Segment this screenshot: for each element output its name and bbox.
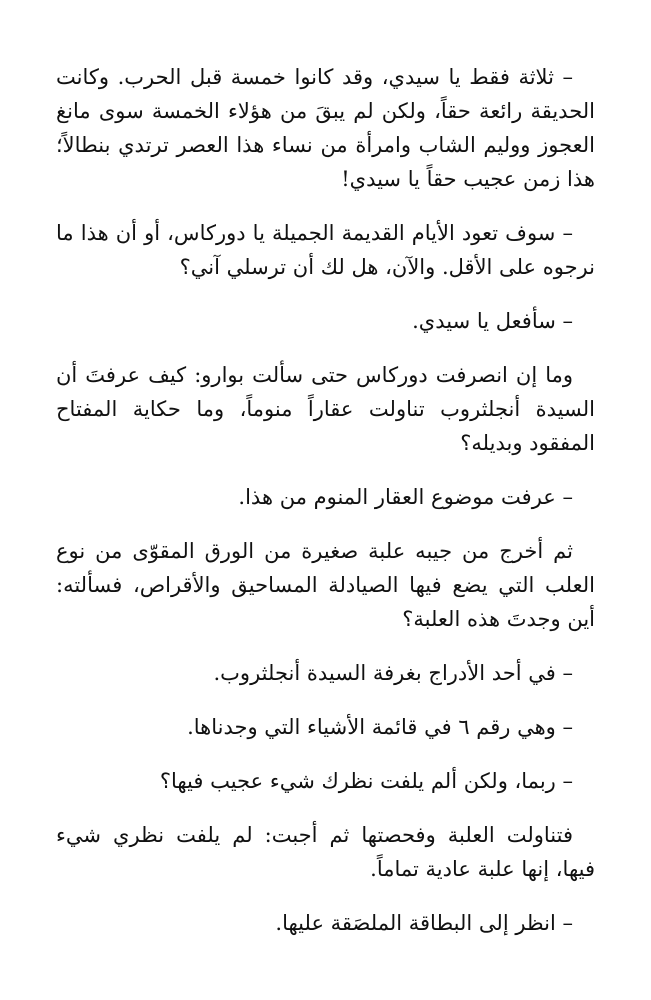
- paragraph-5: – عرفت موضوع العقار المنوم من هذا.: [238, 485, 573, 509]
- paragraph-4: وما إن انصرفت دوركاس حتى سألت بوارو: كيف عرفتَ أن السيدة أنجلثروب تناولت عقاراً منوماً، وما حكاية المفتاح المفقود وبديله؟: [56, 363, 595, 455]
- paragraph-7: – في أحد الأدراج بغرفة السيدة أنجلثروب.: [213, 661, 573, 685]
- paragraph-1: – ثلاثة فقط يا سيدي، وقد كانوا خمسة قبل الحرب. وكانت الحديقة رائعة حقاً، ولكن لم يبقَ من هؤلاء الخمسة سوى مانغ العجوز ووليم الشاب وامرأة من نساء هذا العصر ترتدي بنطالاً؛ هذا زمن عجيب حقاً يا سيدي!: [56, 65, 595, 191]
- paragraph-6: ثم أخرج من جيبه علبة صغيرة من الورق المقوّى من نوع العلب التي يضع فيها الصيادلة المساحيق والأقراص، فسألته: أين وجدتَ هذه العلبة؟: [56, 539, 595, 631]
- paragraph-3: – سأفعل يا سيدي.: [412, 309, 573, 333]
- paragraph-10: فتناولت العلبة وفحصتها ثم أجبت: لم يلفت نظري شيء فيها، إنها علبة عادية تماماً.: [56, 823, 595, 881]
- paragraph-9: – ربما، ولكن ألم يلفت نظرك شيء عجيب فيها؟: [159, 769, 573, 793]
- paragraph-8: – وهي رقم ٦ في قائمة الأشياء التي وجدناها.: [187, 715, 573, 739]
- paragraph-11: – انظر إلى البطاقة الملصَقة عليها.: [275, 911, 573, 935]
- paragraph-2: – سوف تعود الأيام القديمة الجميلة يا دوركاس، أو أن هذا ما نرجوه على الأقل. والآن، هل لك أن ترسلي آني؟: [56, 221, 595, 279]
- book-page: [56, 60, 595, 940]
